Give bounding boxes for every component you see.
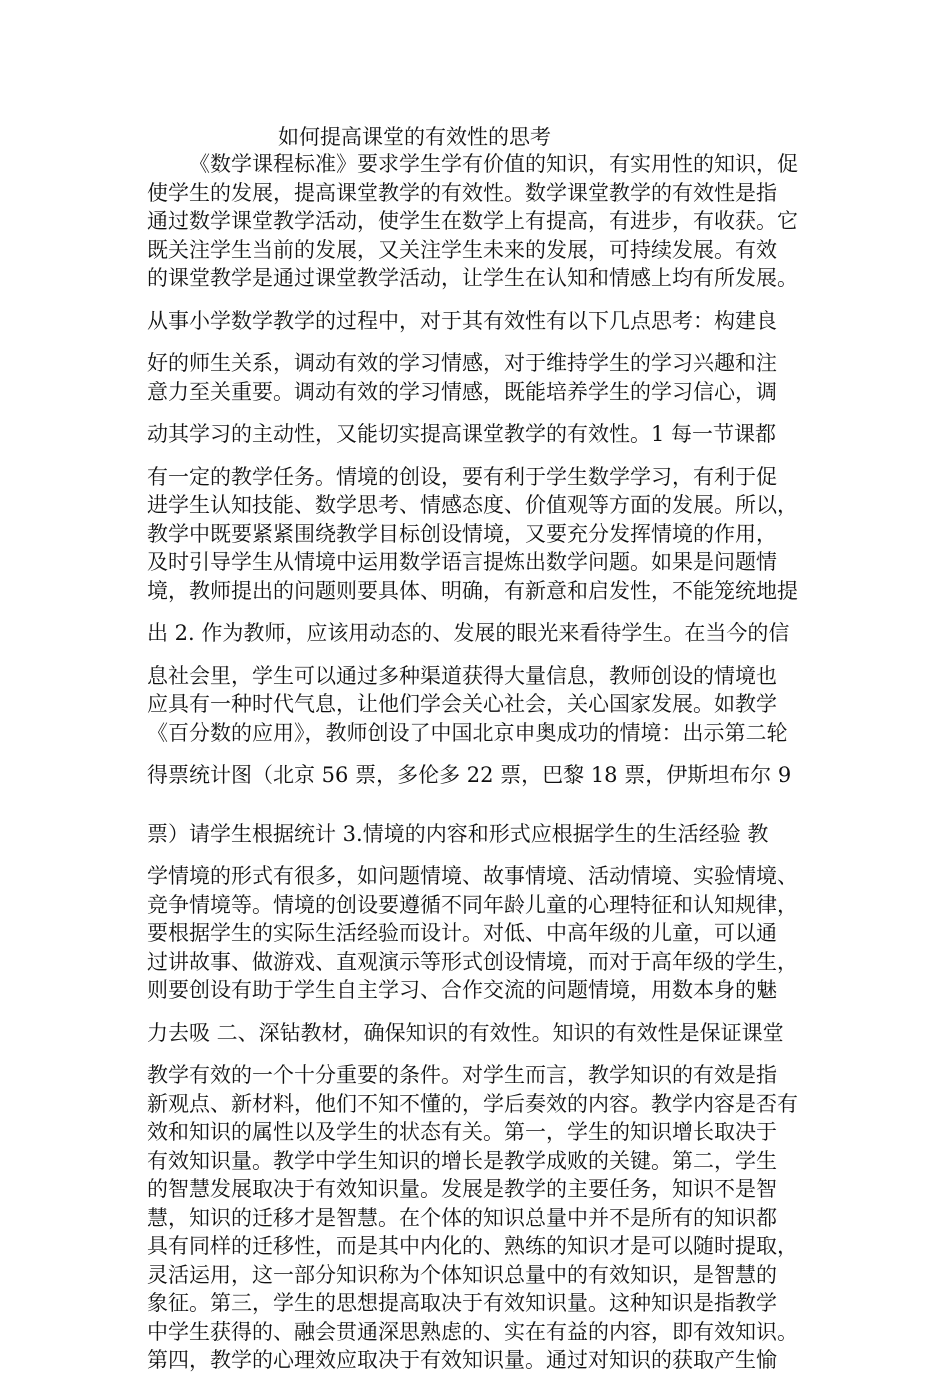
text-line: 有一定的教学任务。情境的创设，要有利于学生数学学习，有利于促 — [147, 464, 777, 489]
text-line: 票）请学生根据统计 3.情境的内容和形式应根据学生的生活经验 教 — [147, 821, 769, 846]
text-line: 教学中既要紧紧围绕教学目标创设情境，又要充分发挥情境的作用， — [147, 521, 777, 546]
text-line: 既关注学生当前的发展，又关注学生未来的发展，可持续发展。有效 — [147, 237, 777, 262]
text-line: 息社会里，学生可以通过多种渠道获得大量信息，教师创设的情境也 — [147, 663, 777, 688]
text-line: 得票统计图（北京 56 票，多伦多 22 票，巴黎 18 票，伊斯坦布尔 9 — [147, 763, 792, 787]
text-line: 竞争情境等。情境的创设要遵循不同年龄儿童的心理特征和认知规律， — [147, 892, 798, 917]
text-line: 使学生的发展，提高课堂教学的有效性。数学课堂教学的有效性是指 — [147, 180, 777, 205]
text-line: 进学生认知技能、数学思考、情感态度、价值观等方面的发展。所以， — [147, 493, 798, 517]
text-line: 象征。第三，学生的思想提高取决于有效知识量。这种知识是指教学 — [147, 1291, 777, 1315]
text-line: 则要创设有助于学生自主学习、合作交流的问题情境，用数本身的魅 — [147, 978, 777, 1002]
text-line: 意力至关重要。调动有效的学习情感，既能培养学生的学习信心，调 — [147, 379, 777, 404]
text-line: 通过数学课堂教学活动，使学生在数学上有提高，有进步，有收获。它 — [147, 209, 798, 233]
text-line: 过讲故事、做游戏、直观演示等形式创设情境，而对于高年级的学生， — [147, 949, 798, 974]
text-line: 动其学习的主动性，又能切实提高课堂教学的有效性。1 每一节课都 — [147, 422, 777, 446]
text-line: 《数学课程标准》要求学生学有价值的知识，有实用性的知识，促 — [189, 152, 798, 176]
text-line: 及时引导学生从情境中运用数学语言提炼出数学问题。如果是问题情 — [147, 550, 777, 574]
text-line: 的智慧发展取决于有效知识量。发展是教学的主要任务，知识不是智 — [147, 1177, 777, 1201]
text-line: 的课堂教学是通过课堂教学活动，让学生在认知和情感上均有所发展。 — [147, 266, 798, 290]
text-line: 教学有效的一个十分重要的条件。对学生而言，教学知识的有效是指 — [147, 1063, 777, 1087]
text-line: 从事小学数学教学的过程中，对于其有效性有以下几点思考：构建良 — [147, 308, 777, 333]
text-line: 有效知识量。教学中学生知识的增长是教学成败的关键。第二，学生 — [147, 1148, 777, 1173]
text-line: 《百分数的应用》，教师创设了中国北京申奥成功的情境：出示第二轮 — [147, 720, 788, 745]
text-line: 慧，知识的迁移才是智慧。在个体的知识总量中并不是所有的知识都 — [147, 1205, 777, 1230]
text-line: 要根据学生的实际生活经验而设计。对低、中高年级的儿童，可以通 — [147, 921, 777, 945]
text-line: 学情境的形式有很多，如问题情境、故事情境、活动情境、实验情境、 — [147, 864, 798, 888]
text-line: 应具有一种时代气息，让他们学会关心社会，关心国家发展。如教学 — [147, 692, 777, 716]
text-line: 具有同样的迁移性，而是其中内化的、熟练的知识才是可以随时提取， — [147, 1234, 798, 1258]
document-body — [147, 150, 827, 1375]
text-line: 好的师生关系，调动有效的学习情感，对于维持学生的学习兴趣和注 — [147, 351, 777, 375]
text-line: 力去吸 二、深钻教材，确保知识的有效性。知识的有效性是保证课堂 — [147, 1020, 784, 1045]
text-line: 境，教师提出的问题则要具体、明确，有新意和启发性，不能笼统地提 — [147, 578, 798, 603]
text-line: 灵活运用，这一部分知识称为个体知识总量中的有效知识，是智慧的 — [147, 1262, 777, 1287]
text-line: 第四，教学的心理效应取决于有效知识量。通过对知识的获取产生愉 — [147, 1348, 777, 1372]
text-line: 新观点、新材料，他们不知不懂的，学后奏效的内容。教学内容是否有 — [147, 1091, 798, 1116]
text-line: 出 2. 作为教师，应该用动态的、发展的眼光来看待学生。在当今的信 — [147, 621, 790, 645]
text-line: 中学生获得的、融会贯通深思熟虑的、实在有益的内容，即有效知识。 — [147, 1319, 798, 1344]
document-title: 如何提高课堂的有效性的思考 — [278, 125, 551, 149]
text-line: 效和知识的属性以及学生的状态有关。第一，学生的知识增长取决于 — [147, 1120, 777, 1144]
